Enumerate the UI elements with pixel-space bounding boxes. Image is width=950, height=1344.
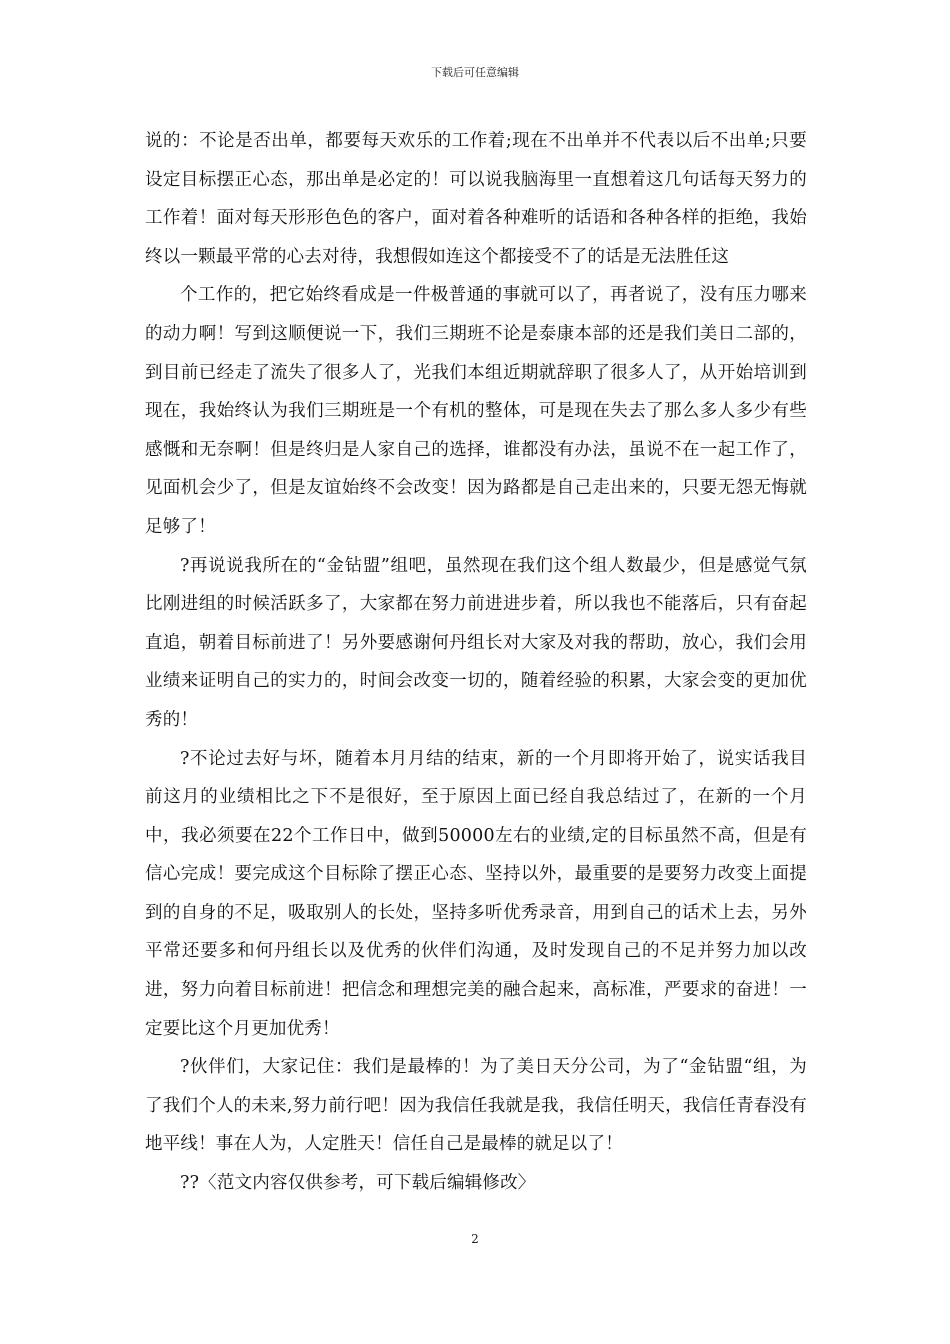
paragraph-1: 说的：不论是否出单，都要每天欢乐的工作着;现在不出单并不代表以后不出单;只要设定目标摆正心态，那出单是必定的！可以说我脑海里一直想着这几句话每天努力的工作着！面对每天形形色色的客户，面对着各种难听的话语和各种各样的拒绝，我始终以一颗最平常的心去对待，我想假如连这个都接受不了的话是无法胜任这 [145,131,807,267]
paragraph-4: ?不论过去好与坏，随着本月月结的结束，新的一个月即将开始了，说实话我目前这月的业绩相比之下不是很好，至于原因上面已经自我总结过了，在新的一个月中，我必须要在22个工作日中，做到50000左右的业绩,定的目标虽然不高，但是有信心完成！要完成这个目标除了摆正心态、坚持以外，最重要的是要努力改变上面提到的自身的不足，吸取别人的长处，坚持多听优秀录音，用到自己的话术上去，另外平常还要多和何丹组长以及优秀的伙伴们沟通，及时发现自己的不足并努力加以改进，努力向着目标前进！把信念和理想完美的融合起来，高标准，严要求的奋进！一定要比这个月更加优秀！ [145,748,807,1039]
page-header: 下载后可任意编辑 [431,66,519,79]
document-body [145,122,807,1203]
paragraph-5: ?伙伴们，大家记住：我们是最棒的！为了美日天分公司，为了“金钻盟“组，为了我们个人的未来,努力前行吧！因为我信任我就是我，我信任明天，我信任青春没有地平线！事在人为，人定胜天！信任自己是最棒的就足以了！ [145,1057,807,1155]
paragraph-2: 个工作的，把它始终看成是一件极普通的事就可以了，再者说了，没有压力哪来的动力啊！写到这顺便说一下，我们三期班不论是泰康本部的还是我们美日二部的，到目前已经走了流失了很多人了，光我们本组近期就辞职了很多人了，从开始培训到现在，我始终认为我们三期班是一个有机的整体，可是现在失去了那么多人多少有些感慨和无奈啊！但是终归是人家自己的选择，谁都没有办法，虽说不在一起工作了，见面机会少了，但是友谊始终不会改变！因为路都是自己走出来的，只要无怨无悔就足够了！ [145,285,807,537]
paragraph-6: ??〈范文内容仅供参考，可下载后编辑修改〉 [180,1173,536,1194]
paragraph-3: ?再说说我所在的“金钻盟”组吧，虽然现在我们这个组人数最少，但是感觉气氛比刚进组的时候活跃多了，大家都在努力前进进步着，所以我也不能落后，只有奋起直追，朝着目标前进了！另外要感谢何丹组长对大家及对我的帮助，放心，我们会用业绩来证明自己的实力的，时间会改变一切的，随着经验的积累，大家会变的更加优秀的！ [145,555,807,730]
page-number: 2 [471,1232,479,1246]
